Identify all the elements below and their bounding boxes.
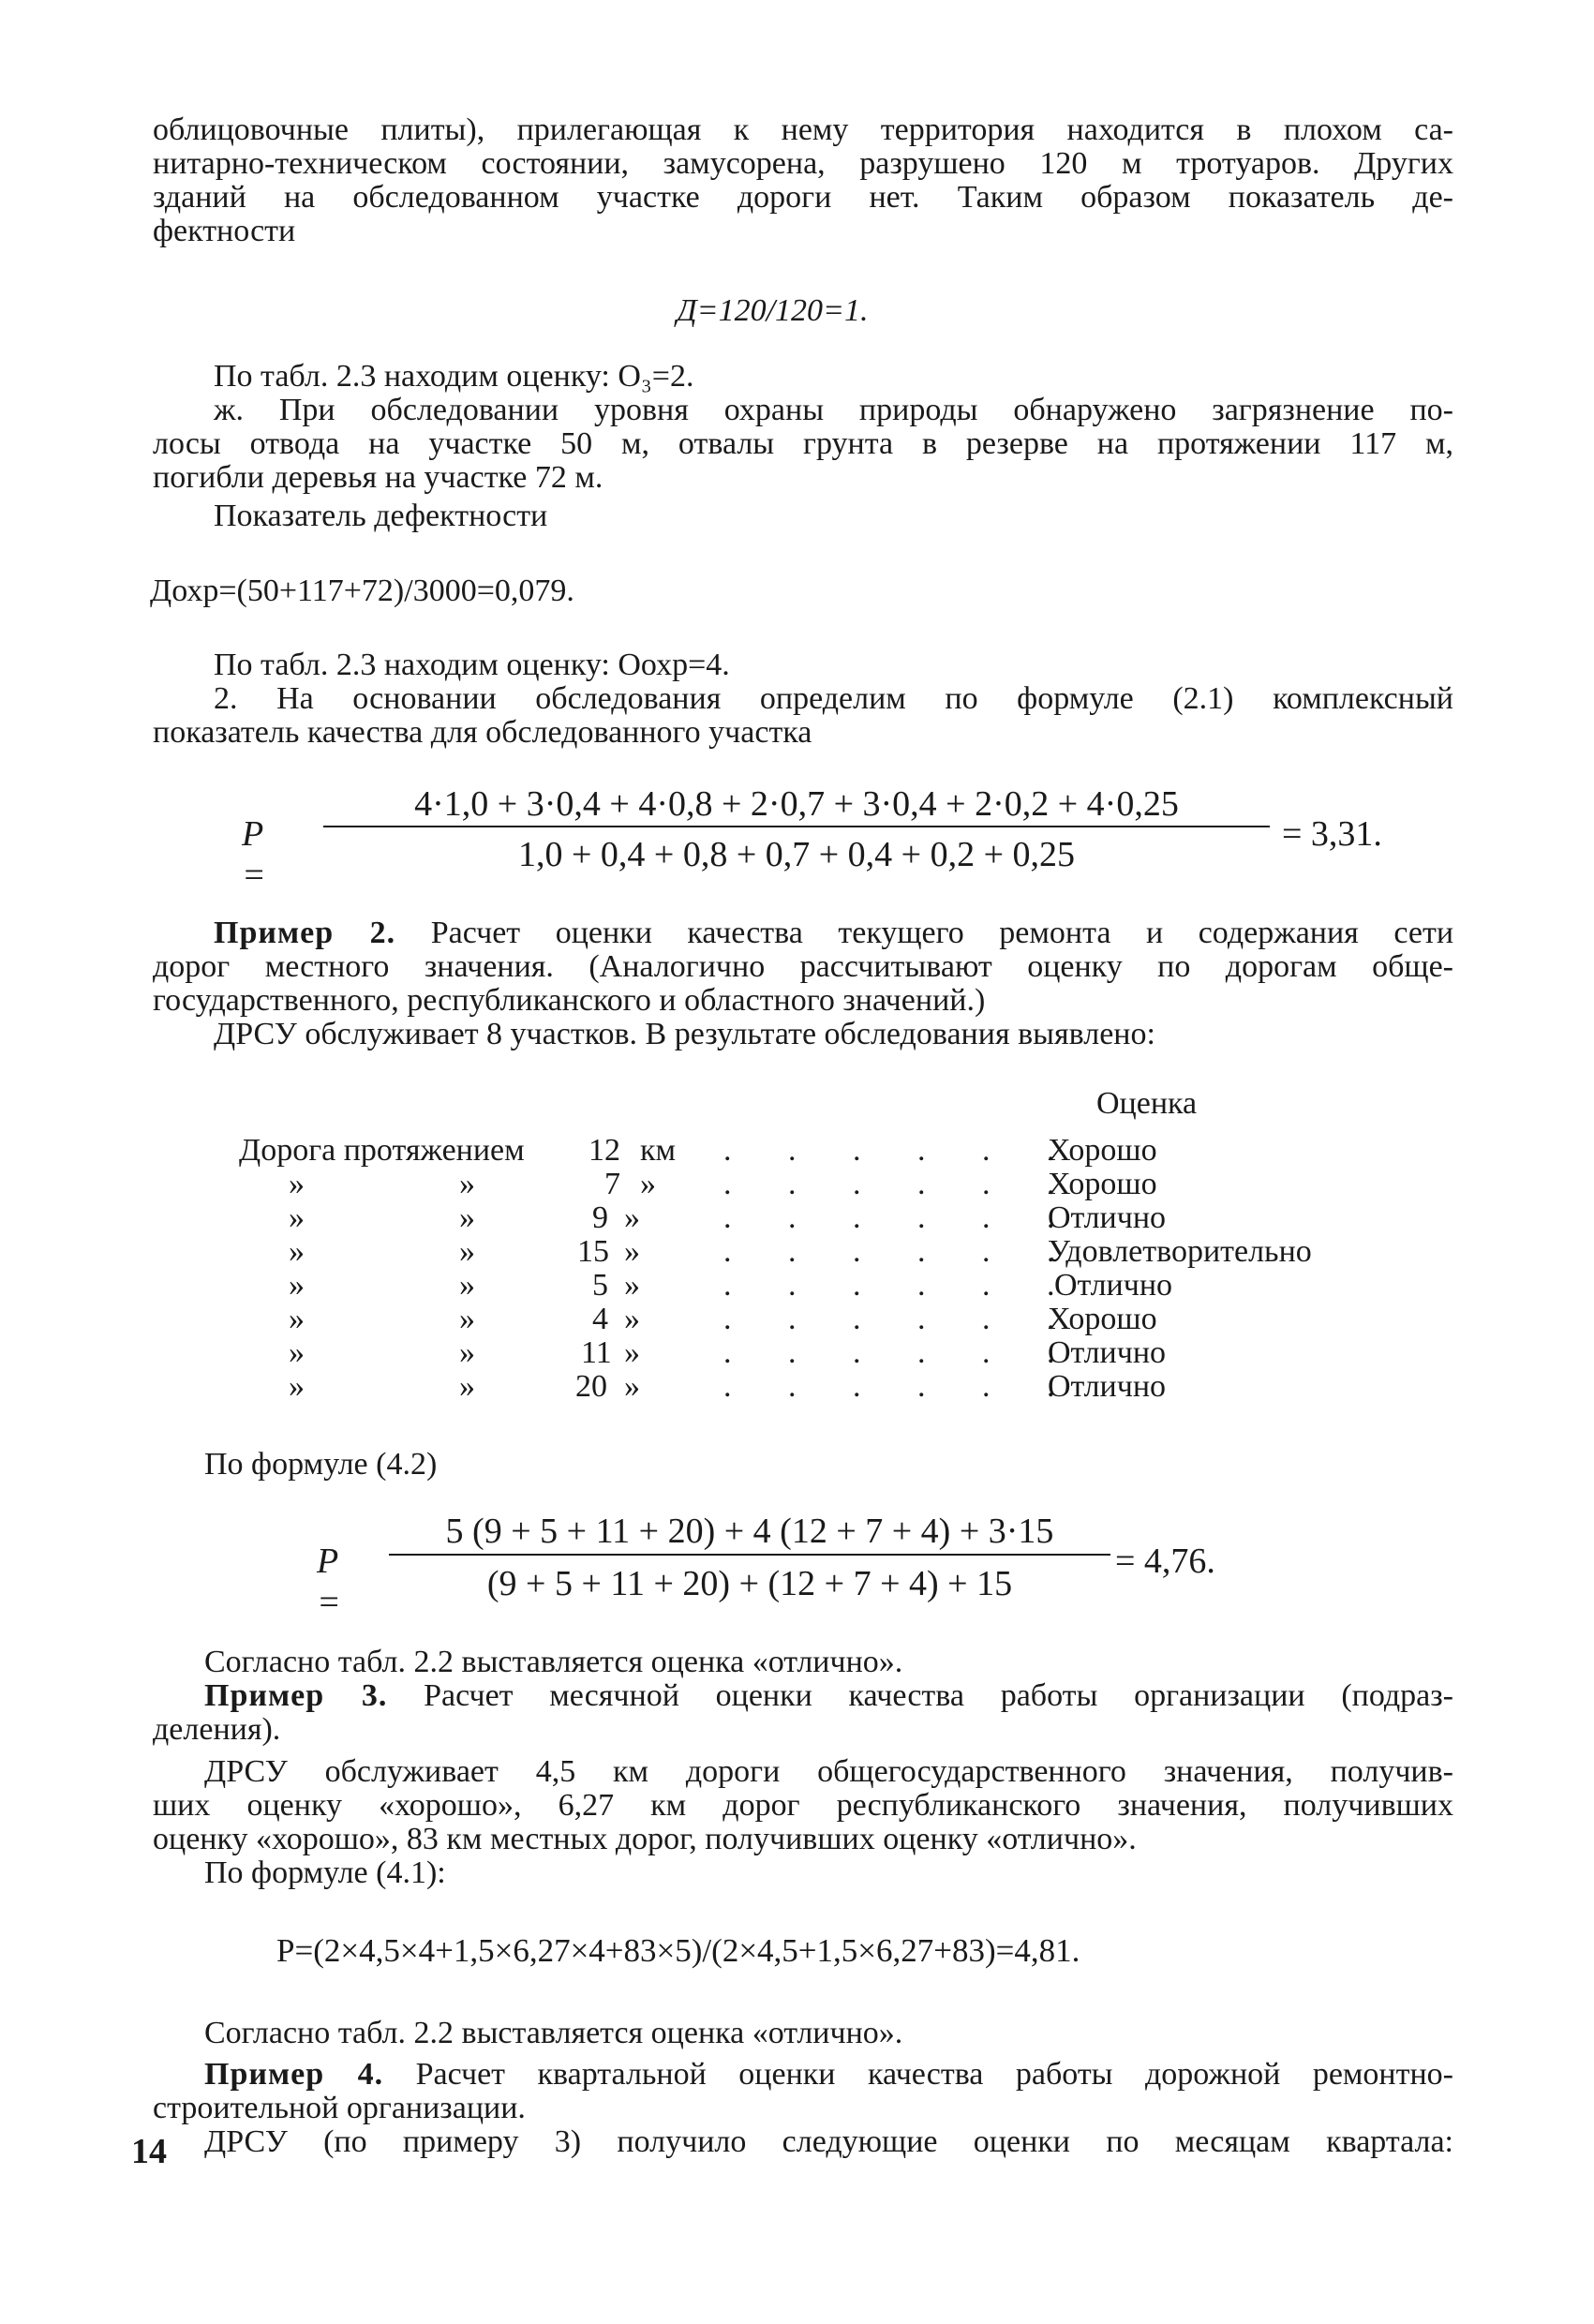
page-number: 14 [131, 2132, 167, 2171]
table-row [0, 1269, 1218, 1303]
header-grade: Оценка [1096, 1086, 1198, 1121]
road-length: 4 [592, 1302, 608, 1336]
ditto-mark: » [624, 1302, 640, 1336]
text-line: ж. При обследовании уровня охраны природы обнаружено загрязнение по- [214, 393, 1453, 427]
equation-d: Д=120/120=1. [677, 293, 869, 328]
text-line: погибли деревья на участке 72 м. [153, 460, 603, 495]
ditto-mark: » [289, 1234, 305, 1269]
road-length: 12 [588, 1133, 620, 1168]
ditto-mark: » [459, 1167, 475, 1201]
text-line: деления). [153, 1712, 281, 1747]
text-line: зданий на обследованном участке дороги нет. Таким образом показатель де- [153, 180, 1453, 215]
table-row [0, 1336, 1218, 1370]
text-line: ших оценку «хорошо», 6,27 км дорог республиканского значения, получивших [153, 1788, 1453, 1823]
example-4-title: Расчет квартальной оценки качества работы дорожной ремонтно- [415, 2057, 1453, 2092]
paragraph-formula-42: По формуле (4.2) [204, 1447, 438, 1482]
ditto-mark: » [289, 1302, 305, 1336]
text-line [153, 1679, 1453, 1713]
table-row [0, 1201, 1218, 1235]
example-4-label: Пример 4. [204, 2057, 384, 2092]
ditto-mark: » [624, 1335, 640, 1370]
ditto-mark: » [459, 1200, 475, 1235]
ditto-mark: » [289, 1167, 305, 1201]
road-grade: Отлично [1048, 1200, 1167, 1235]
dot-leader: . . . . . . [723, 1268, 1080, 1303]
road-grade: Удовлетворительно [1048, 1234, 1312, 1269]
table-row [0, 1168, 1218, 1201]
road-length: 9 [592, 1200, 608, 1235]
dot-leader: . . . . . . [723, 1302, 1080, 1336]
paragraph-zh [153, 394, 1453, 495]
text-line: нитарно-техническом состоянии, замусорена, разрушено 120 м тротуаров. Других [153, 146, 1453, 181]
ditto-mark: » [459, 1369, 475, 1404]
text-line: строительной организации. [153, 2091, 526, 2125]
ditto-mark: » [624, 1268, 640, 1303]
formula-result: = 4,76. [1115, 1542, 1215, 1581]
paragraph-soglasno-1: Согласно табл. 2.2 выставляется оценка «отлично». [204, 1645, 903, 1679]
dot-leader: . . . . . . [723, 1369, 1080, 1404]
example-4 [153, 2058, 1453, 2159]
formula-result: = 3,31. [1282, 814, 1382, 854]
road-length: 20 [575, 1369, 607, 1404]
paragraph-o3: По табл. 2.3 находим оценку: О₃=2. [214, 359, 694, 394]
ditto-mark: » [459, 1335, 475, 1370]
table-row [0, 1134, 1218, 1168]
text-line: По формуле (4.1): [204, 1855, 446, 1890]
equation-p3: P=(2×4,5×4+1,5×6,27×4+83×5)/(2×4,5+1,5×6,27+83)=4,81. [276, 1932, 1080, 1969]
example-3-body [153, 1755, 1453, 1890]
text-line: лосы отвода на участке 50 м, отвалы грунта в резерве на протяжении 117 м, [153, 426, 1453, 461]
ditto-mark: » [289, 1369, 305, 1404]
text-line: 2. На основании обследования определим по формуле (2.1) комплексный [214, 681, 1453, 716]
table-row [0, 1234, 1312, 1269]
ditto-mark: » [289, 1335, 305, 1370]
road-unit: км [640, 1133, 677, 1168]
formula-numerator: 5 (9 + 5 + 11 + 20) + 4 (12 + 7 + 4) + 3·15 [445, 1512, 1054, 1551]
ditto-mark: » [459, 1302, 475, 1336]
text-line: ДРСУ (по примеру 3) получило следующие оценки по месяцам квартала: [204, 2124, 1453, 2159]
ditto-mark: » [624, 1200, 640, 1235]
dot-leader: . . . . . . [723, 1200, 1080, 1235]
paragraph-oohr: По табл. 2.3 находим оценку: Оохр=4. [214, 648, 730, 682]
text-line [153, 2058, 1453, 2092]
ditto-mark: » [289, 1268, 305, 1303]
ditto-mark: » [289, 1200, 305, 1235]
example-2 [153, 916, 1453, 1051]
road-length: 7 [604, 1167, 620, 1201]
ditto-mark: » [459, 1268, 475, 1303]
road-length: 11 [581, 1335, 612, 1370]
road-grade: Отлично [1054, 1268, 1173, 1303]
road-length: 5 [592, 1268, 608, 1303]
ditto-mark: » [640, 1167, 656, 1201]
road-grade: Хорошо [1048, 1167, 1157, 1201]
table-header [0, 1087, 1218, 1121]
dot-leader: . . . . . . [723, 1234, 1080, 1269]
formula-denominator: 1,0 + 0,4 + 0,8 + 0,7 + 0,4 + 0,2 + 0,25 [517, 835, 1076, 874]
dot-leader: . . . . . . [723, 1335, 1080, 1370]
paragraph-soglasno-2: Согласно табл. 2.2 выставляется оценка «отлично». [204, 2016, 903, 2050]
example-3-title: Расчет месячной оценки качества работы организации (подраз- [424, 1678, 1453, 1713]
text-line: оценку «хорошо», 83 км местных дорог, получивших оценку «отлично». [153, 1822, 1137, 1856]
example-3-label: Пример 3. [204, 1678, 388, 1713]
text-line: дорог местного значения. (Аналогично рассчитывают оценку по дорогам обще- [153, 949, 1453, 984]
ditto-mark: » [624, 1234, 640, 1269]
dot-leader: . . . . . . [723, 1167, 1080, 1201]
fraction-bar [323, 826, 1270, 827]
example-3 [153, 1679, 1453, 1747]
formula-numerator: 4·1,0 + 3·0,4 + 4·0,8 + 2·0,7 + 3·0,4 + 2·0,2 + 4·0,25 [414, 784, 1179, 824]
fraction-bar [389, 1554, 1110, 1556]
text-line: государственного, республиканского и областного значений.) [153, 983, 986, 1018]
text-line: ДРСУ обслуживает 4,5 км дороги общегосударственного значения, получив- [204, 1754, 1453, 1789]
formula-lhs: P = [242, 814, 266, 895]
text-line: фектности [153, 214, 296, 248]
road-grade: Хорошо [1048, 1302, 1157, 1336]
text-line: показатель качества для обследованного участка [153, 715, 812, 750]
table-row [0, 1370, 1218, 1404]
road-grade: Хорошо [1048, 1133, 1157, 1168]
paragraph-2 [153, 682, 1453, 750]
ditto-mark: » [624, 1369, 640, 1404]
example-2-title: Расчет оценки качества текущего ремонта и содержания сети [430, 916, 1454, 950]
text-line [153, 916, 1453, 950]
road-length: 15 [577, 1234, 609, 1269]
road-grade: Отлично [1048, 1369, 1167, 1404]
paragraph-pokazatel: Показатель дефектности [214, 499, 548, 533]
table-row [0, 1303, 1218, 1336]
road-grade: Отлично [1048, 1335, 1167, 1370]
formula-lhs: P = [317, 1542, 341, 1622]
text-line: ДРСУ обслуживает 8 участков. В результате обследования выявлено: [214, 1017, 1155, 1051]
ditto-mark: » [459, 1234, 475, 1269]
dot-leader: . . . . . . [723, 1133, 1080, 1168]
paragraph-intro [153, 113, 1453, 248]
equation-dohr: Дохр=(50+117+72)/3000=0,079. [150, 574, 574, 608]
road-label: Дорога протяжением [239, 1133, 525, 1168]
example-2-label: Пример 2. [214, 916, 396, 950]
formula-denominator: (9 + 5 + 11 + 20) + (12 + 7 + 4) + 15 [486, 1564, 1013, 1603]
text-line: облицовочные плиты), прилегающая к нему территория находится в плохом са- [153, 112, 1453, 147]
